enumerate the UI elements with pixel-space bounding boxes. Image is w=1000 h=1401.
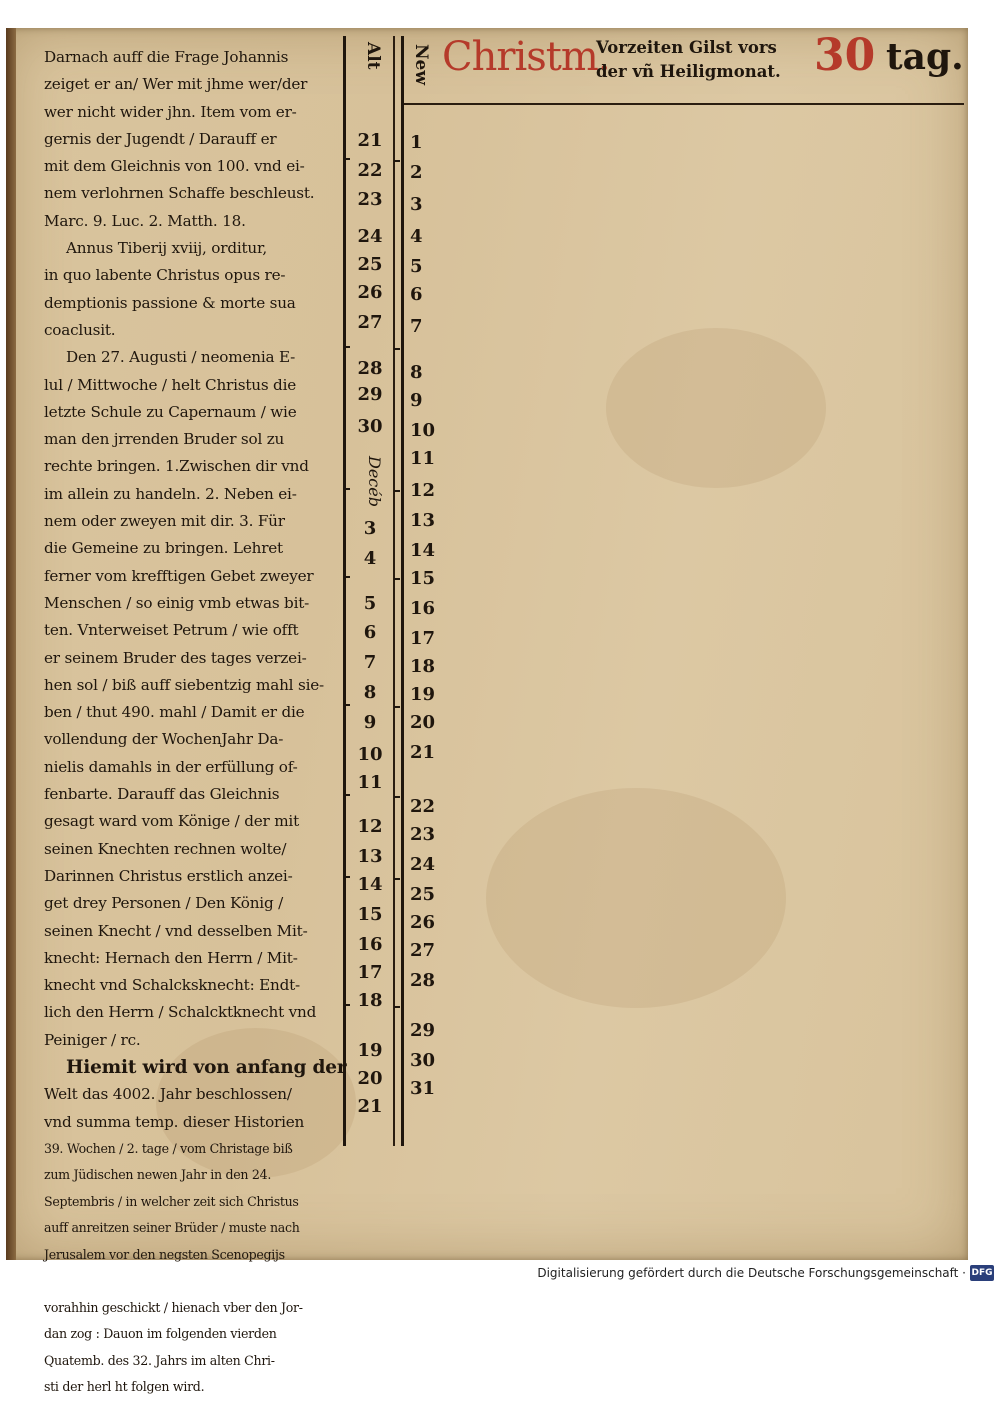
old-calendar-day: 21 (357, 130, 383, 151)
old-calendar-day: 16 (357, 934, 383, 955)
paper-stain (486, 788, 786, 1008)
old-calendar-day: 12 (357, 816, 383, 837)
text-line: Quatemb. des 32. Jahrs im alten Chri- (44, 1352, 275, 1368)
week-divider-tick (344, 576, 350, 578)
old-calendar-day: 5 (363, 593, 377, 614)
paper-stain (606, 328, 826, 488)
text-line: man den jrrenden Bruder sol zu (44, 430, 285, 449)
days-word: tag. (886, 36, 964, 78)
new-calendar-day: 27 (410, 940, 436, 961)
old-calendar-day: 9 (363, 712, 377, 733)
week-divider-tick (344, 794, 350, 796)
text-line: zum Jüdischen newen Jahr in den 24. (44, 1167, 272, 1183)
new-calendar-day: 2 (410, 162, 423, 183)
new-calendar-day: 9 (410, 390, 423, 411)
text-line: er seinem Bruder des tages verzei- (44, 648, 307, 667)
text-line: Peiniger / rc. (44, 1030, 141, 1049)
old-calendar-day: 17 (357, 962, 383, 983)
text-line: wer nicht wider jhn. Item vom er- (44, 102, 297, 121)
text-line: Marc. 9. Luc. 2. Matth. 18. (44, 211, 246, 230)
old-calendar-day: 8 (363, 682, 377, 703)
text-line: knecht: Hernach den Herrn / Mit- (44, 948, 298, 967)
new-calendar-day: 10 (410, 420, 436, 441)
new-calendar-day: 12 (410, 480, 436, 501)
text-line: gesagt ward vom Könige / der mit (44, 812, 299, 831)
old-calendar-day: 10 (357, 744, 383, 765)
old-calendar-day: 11 (357, 772, 383, 793)
text-line: sti der herl ht folgen wird. (44, 1379, 205, 1395)
week-divider-tick (344, 876, 350, 878)
old-calendar-day: 6 (363, 622, 377, 643)
old-calendar-day: 25 (357, 254, 383, 275)
week-divider-tick (394, 348, 400, 350)
old-calendar-day: 24 (357, 226, 383, 247)
text-line: Septembris / in welcher zeit sich Christus (44, 1193, 299, 1209)
new-calendar-day: 16 (410, 598, 436, 619)
old-calendar-day: 29 (357, 384, 383, 405)
old-calendar-day: 7 (363, 652, 377, 673)
old-calendar-day: 22 (357, 160, 383, 181)
old-calendar-day: 23 (357, 189, 383, 210)
text-line: Jerusalem vor den negsten Scenopegijs (44, 1246, 285, 1262)
old-calendar-column-header: Alt (363, 42, 383, 70)
old-calendar-day: 27 (357, 312, 383, 333)
new-calendar-day: 28 (410, 970, 436, 991)
old-calendar-day: 30 (357, 416, 383, 437)
new-calendar-day: 3 (410, 194, 423, 215)
text-line: lul / Mittwoche / helt Christus die (44, 375, 297, 394)
text-line: 39. Wochen / 2. tage / vom Christage biß (44, 1140, 293, 1156)
text-line: Annus Tiberij xviij, orditur, (66, 239, 267, 258)
new-calendar-day: 11 (410, 448, 436, 469)
new-calendar-day: 22 (410, 796, 436, 817)
text-line: vnd summa temp. dieser Historien (44, 1112, 305, 1131)
week-divider-tick (394, 578, 400, 580)
text-line: gernis der Jugendt / Darauff er (44, 129, 277, 148)
text-line: Welt das 4002. Jahr beschlossen/ (44, 1085, 292, 1104)
text-line: coaclusit. (44, 320, 116, 339)
old-calendar-day: 20 (357, 1068, 383, 1089)
text-line: knecht vnd Schalcksknecht: Endt- (44, 976, 300, 995)
old-calendar-day: 28 (357, 358, 383, 379)
new-calendar-day: 1 (410, 132, 423, 153)
week-divider-tick (344, 158, 350, 160)
column-rule-middle (393, 36, 395, 1146)
text-line: Menschen / so einig vmb etwas bit- (44, 593, 310, 612)
new-calendar-day: 5 (410, 256, 423, 277)
text-line: get drey Personen / Den König / (44, 894, 284, 913)
text-line: die Gemeine zu bringen. Lehret (44, 539, 283, 558)
text-line: Darnach auff die Frage Johannis (44, 48, 289, 66)
text-line: Den 27. Augusti / neomenia E- (66, 348, 296, 367)
old-calendar-day: 13 (357, 846, 383, 867)
old-calendar-day: 19 (357, 1040, 383, 1061)
month-title: Christm. (442, 34, 610, 80)
text-line: vollendung der WochenJahr Da- (44, 730, 284, 749)
new-calendar-day: 19 (410, 684, 436, 705)
old-calendar-day: 3 (363, 518, 377, 539)
new-calendar-day: 4 (410, 226, 423, 247)
new-calendar-day: 31 (410, 1078, 436, 1099)
old-calendar-day: 14 (357, 874, 383, 895)
old-calendar-day: 18 (357, 990, 383, 1011)
text-line: letzte Schule zu Capernaum / wie (44, 402, 297, 421)
old-calendar-day: 4 (363, 548, 377, 569)
body-text-column (44, 44, 354, 1401)
page-binding-edge (6, 28, 16, 1260)
new-calendar-day: 7 (410, 316, 423, 337)
week-divider-tick (344, 346, 350, 348)
old-calendar-day: 21 (357, 1096, 383, 1117)
new-calendar-day: 30 (410, 1050, 436, 1071)
new-calendar-day: 13 (410, 510, 436, 531)
header-rule (404, 103, 964, 105)
week-divider-tick (394, 706, 400, 708)
month-subtitle-line: Vorzeiten Gilst vors (596, 38, 777, 57)
text-line: nielis damahls in der erfüllung of- (44, 757, 298, 776)
text-line: auff anreitzen seiner Brüder / muste nach (44, 1220, 300, 1236)
text-line: Darinnen Christus erstlich anzei- (44, 866, 293, 885)
week-divider-tick (394, 1006, 400, 1008)
old-calendar-day: 26 (357, 282, 383, 303)
week-divider-tick (344, 1004, 350, 1006)
text-line: ben / thut 490. mahl / Damit er die (44, 703, 305, 722)
new-calendar-day: 15 (410, 568, 436, 589)
week-divider-tick (394, 878, 400, 880)
text-line: seinen Knechten rechnen wolte/ (44, 839, 287, 858)
text-line: in quo labente Christus opus re- (44, 266, 286, 285)
new-calendar-day: 21 (410, 742, 436, 763)
new-calendar-day: 8 (410, 362, 423, 383)
text-line: nem oder zweyen mit dir. 3. Für (44, 512, 285, 531)
funding-notice: Digitalisierung gefördert durch die Deutsche Forschungsgemeinschaft · (537, 1266, 966, 1280)
week-divider-tick (394, 160, 400, 162)
week-divider-tick (344, 704, 350, 706)
december-label: Decéb (365, 456, 384, 507)
text-line: im allein zu handeln. 2. Neben ei- (44, 484, 297, 503)
new-calendar-day: 20 (410, 712, 436, 733)
dfg-logo[interactable]: DFG (970, 1265, 994, 1281)
text-line: ferner vom krefftigen Gebet zweyer (44, 566, 314, 585)
week-divider-tick (394, 796, 400, 798)
days-count: 30 (814, 30, 876, 81)
text-line: ten. Vnterweiset Petrum / wie offt (44, 621, 299, 640)
text-line: dan zog : Dauon im folgenden vierden (44, 1326, 277, 1342)
week-divider-tick (394, 490, 400, 492)
new-calendar-day: 29 (410, 1020, 436, 1041)
text-line: rechte bringen. 1.Zwischen dir vnd (44, 457, 309, 476)
week-divider-tick (344, 488, 350, 490)
text-line: zeiget er an/ Wer mit jhme wer/der (44, 75, 308, 94)
text-line: hen sol / biß auff siebentzig mahl sie- (44, 675, 324, 694)
new-calendar-day: 17 (410, 628, 436, 649)
new-calendar-day: 6 (410, 284, 423, 305)
new-calendar-column-header: New (411, 44, 431, 85)
new-calendar-day: 18 (410, 656, 436, 677)
text-line: Hiemit wird von anfang der (66, 1056, 347, 1078)
text-line: lich den Herrn / Schalcktknecht vnd (44, 1003, 317, 1022)
text-line: demptionis passione & morte sua (44, 293, 296, 312)
new-calendar-day: 25 (410, 884, 436, 905)
new-calendar-day: 26 (410, 912, 436, 933)
new-calendar-day: 24 (410, 854, 436, 875)
text-line: fenbarte. Darauff das Gleichnis (44, 785, 280, 804)
text-line: seinen Knecht / vnd desselben Mit- (44, 921, 308, 940)
text-line: mit dem Gleichnis von 100. vnd ei- (44, 157, 305, 176)
column-rule-right (401, 36, 404, 1146)
new-calendar-day: 23 (410, 824, 436, 845)
old-calendar-day: 15 (357, 904, 383, 925)
month-subtitle (596, 36, 781, 84)
text-line: vorahhin geschickt / hienach vber den Jor- (44, 1299, 303, 1315)
month-subtitle-line: der vñ Heiligmonat. (596, 62, 781, 81)
new-calendar-day: 14 (410, 540, 436, 561)
text-line: nem verlohrnen Schaffe beschleust. (44, 184, 315, 203)
